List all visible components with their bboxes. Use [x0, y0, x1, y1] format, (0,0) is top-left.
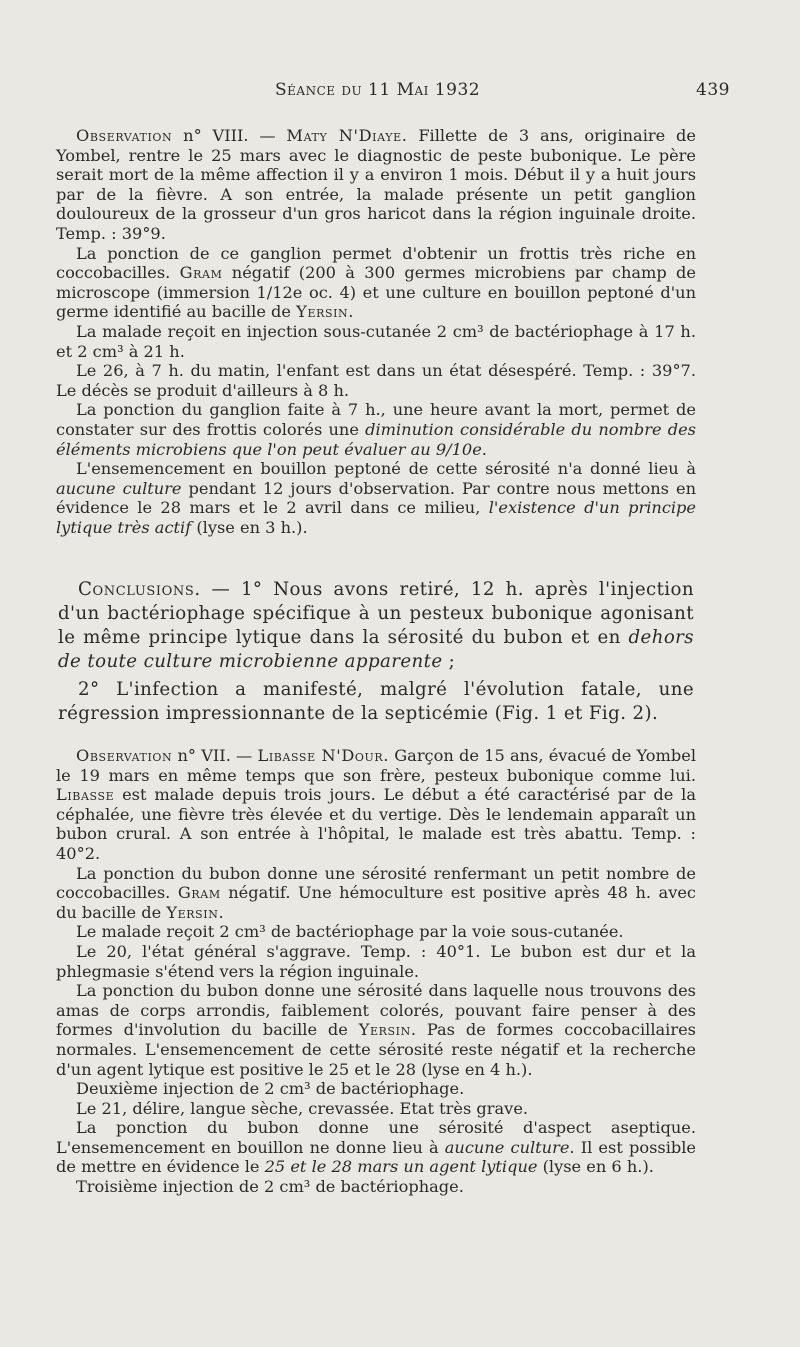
- obs7-paragraph-5: [56, 981, 696, 1079]
- obs8-p5-a: La ponction du ganglion faite à 7 h., une heure avant la mort, permet de constater sur des frottis colorés une: [56, 400, 696, 439]
- header-title: Séance du 11 Mai 1932: [275, 80, 481, 100]
- running-header: [60, 80, 730, 104]
- conclusions: [58, 578, 694, 726]
- obs8-p5-b: .: [481, 439, 487, 459]
- conclusion-1-em: dehors de toute culture microbienne apparente: [58, 627, 694, 672]
- obs7-yersin: Yersin: [166, 902, 219, 922]
- obs7-paragraph-9: Troisième injection de 2 cm³ de bactériophage.: [76, 1177, 464, 1197]
- obs8-number: n° VIII. —: [183, 126, 287, 145]
- obs8-paragraph-1: [56, 126, 696, 244]
- conclusion-1: [58, 578, 694, 674]
- obs7-paragraph-8: [56, 1118, 696, 1177]
- obs8-paragraph-6: [56, 459, 696, 537]
- obs7-p5-a: La ponction du bubon donne une sérosité dans laquelle nous trouvons des amas de corps arrondis, faiblement colorés, pouvant faire penser à des formes d'involution du bacille de: [56, 981, 696, 1040]
- obs7-p2-c: .: [218, 902, 224, 922]
- obs7-paragraph-7: Le 21, délire, langue sèche, crevassée. Etat très grave.: [76, 1098, 529, 1118]
- obs8-paragraph-2: [56, 244, 696, 322]
- obs8-p2-c: .: [348, 302, 354, 322]
- obs7-paragraph-3: Le malade reçoit 2 cm³ de bactériophage par la voie sous-cutanée.: [76, 922, 624, 942]
- obs8-paragraph-4: Le 26, à 7 h. du matin, l'enfant est dans un état désespéré. Temp. : 39°7. Le décès se produit d'ailleurs à 8 h.: [56, 361, 696, 400]
- obs8-p6-em1: aucune culture: [56, 478, 182, 498]
- obs7-number: n° VII. —: [172, 746, 258, 765]
- obs7-p5-b: . Pas de formes coccobacillaires normales. L'ensemencement de cette sérosité reste négatif et la recherche d'un agent lytique est positive le 25 et le 28 (lyse en 4 h.).: [56, 1020, 696, 1079]
- obs8-label: Observation: [76, 126, 173, 145]
- obs7-p2-b: négatif. Une hémoculture est positive après 48 h. avec du bacille de: [56, 883, 696, 922]
- obs8-paragraph-3: La malade reçoit en injection sous-cutanée 2 cm³ de bactériophage à 17 h. et 2 cm³ à 21 h.: [56, 321, 696, 361]
- conclusion-2: 2° L'infection a manifesté, malgré l'évolution fatale, une régression impressionnante de la septicémie (Fig. 1 et Fig. 2).: [58, 679, 694, 724]
- obs8-p6-a: L'ensemencement en bouillon peptoné de cette sérosité n'a donné lieu à: [76, 459, 696, 479]
- obs8-patient-name: Maty N'Diaye.: [286, 126, 408, 145]
- obs7-p5-yersin: Yersin: [358, 1020, 411, 1040]
- obs8-p6-b: pendant 12 jours d'observation. Par contre nous mettons en évidence le 28 mars et le 2 avril dans ce milieu,: [56, 478, 696, 518]
- obs8-yersin: Yersin: [296, 302, 349, 322]
- observation-8: [56, 126, 696, 537]
- obs7-text-b: est malade depuis trois jours. Le début a été caractérisé par de la céphalée, une fièvre très élevée et du vertige. Dès le lendemain apparaît un bubon crural. A son entrée à l'hôpital, le malade est très abattu. Temp. : 40°2.: [56, 785, 696, 863]
- obs7-patient-name: Libasse N'Dour.: [257, 746, 390, 765]
- obs7-p8-em1: aucune culture: [444, 1137, 570, 1157]
- obs7-paragraph-6: Deuxième injection de 2 cm³ de bactériophage.: [76, 1079, 465, 1099]
- obs8-p6-c: (lyse en 3 h.).: [191, 517, 308, 537]
- obs7-p2-a: La ponction du bubon donne une sérosité renfermant un petit nombre de coccobacilles.: [56, 863, 696, 903]
- obs7-paragraph-4: Le 20, l'état général s'aggrave. Temp. : 40°1. Le bubon est dur et la phlegmasie s'étend vers la région inguinale.: [56, 941, 696, 981]
- obs8-p2-b: négatif (200 à 300 germes microbiens par champ de microscope (immersion 1/12e oc. 4) et une culture en bouillon peptoné d'un germe identifié au bacille de: [56, 263, 697, 322]
- obs7-p8-c: (lyse en 6 h.).: [537, 1157, 654, 1177]
- obs7-label: Observation: [76, 746, 173, 765]
- obs8-p2-a: La ponction de ce ganglion permet d'obtenir un frottis très riche en coccobacilles.: [56, 243, 696, 283]
- conclusion-1-a: — 1° Nous avons retiré, 12 h. après l'injection d'un bactériophage spécifique à un pesteux bubonique agonisant le même principe lytique dans la sérosité du bubon et en: [58, 579, 694, 648]
- obs8-text: Fillette de 3 ans, originaire de Yombel, rentre le 25 mars avec le diagnostic de peste bubonique. Le père serait mort de la même affection il y a environ 1 mois. Début il y a huit jours par de la fièvre. A son entrée, la malade présente un petit ganglion douloureux de la grosseur d'un gros haricot dans la région inguinale droite. Temp. : 39°9.: [56, 126, 696, 243]
- conclusions-label: Conclusions.: [78, 579, 201, 600]
- obs7-paragraph-2: [56, 864, 696, 923]
- observation-7: [56, 746, 696, 1197]
- obs8-paragraph-5: [56, 400, 696, 459]
- obs7-patient-name-2: Libasse: [56, 785, 115, 805]
- conclusion-1-b: ;: [442, 651, 456, 672]
- obs7-paragraph-1: [56, 746, 696, 864]
- obs7-text-a: Garçon de 15 ans, évacué de Yombel le 19 mars en même temps que son frère, pesteux bubonique comme lui.: [56, 746, 697, 785]
- obs8-p5-em: diminution considérable du nombre des éléments microbiens que l'on peut évaluer au 9/10e: [56, 419, 696, 459]
- obs8-gram: Gram: [179, 263, 223, 283]
- obs8-p6-em2: l'existence d'un principe lytique très actif: [56, 498, 696, 537]
- obs7-p8-em2: 25 et le 28 mars un agent lytique: [264, 1157, 538, 1177]
- obs7-p8-b: . Il est possible de mettre en évidence le: [56, 1137, 696, 1177]
- page-number: 439: [696, 80, 730, 100]
- obs7-gram: Gram: [177, 883, 221, 903]
- obs7-p8-a: La ponction du bubon donne une sérosité d'aspect aseptique. L'ensemencement en bouillon ne donne lieu à: [56, 1118, 696, 1157]
